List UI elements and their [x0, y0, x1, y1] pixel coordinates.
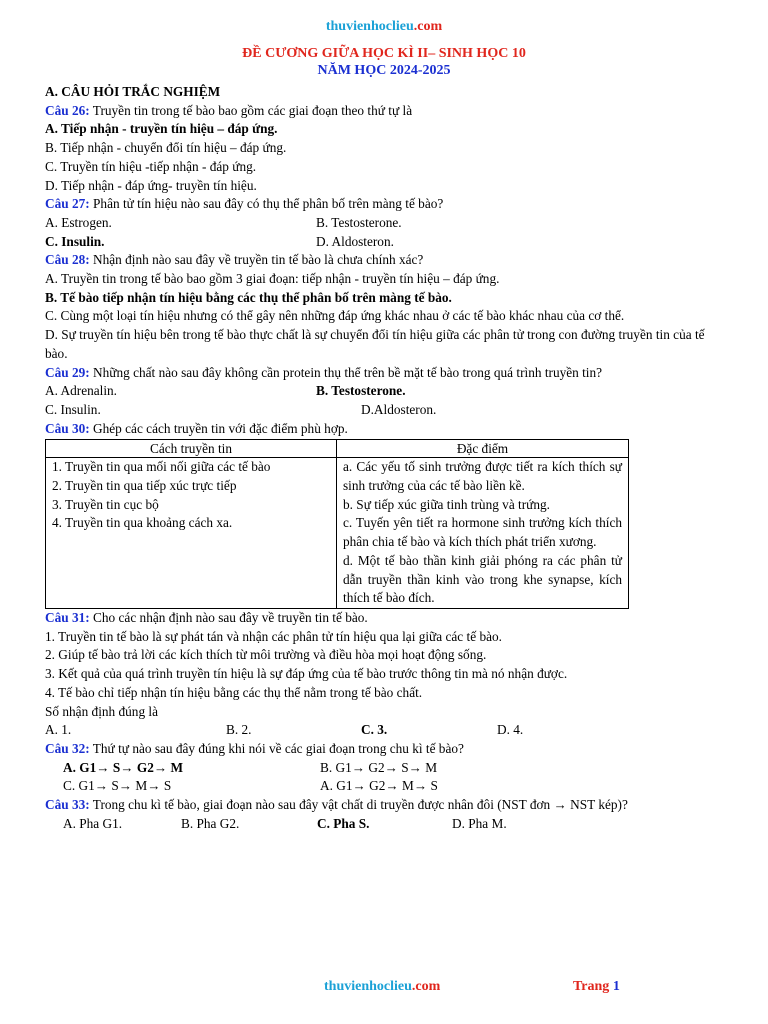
q31-statement-2: 2. Giúp tế bào trả lời các kích thích từ môi trường và điều hòa mọi hoạt động sống.: [45, 647, 487, 663]
q31-prompt: Số nhận định đúng là: [45, 703, 159, 719]
site-name[interactable]: [0, 18, 768, 35]
page-label: Trang: [573, 979, 610, 994]
q26-option-a: A. Tiếp nhận - truyền tín hiệu – đáp ứng.: [45, 121, 278, 137]
q31-statement-3: 3. Kết quả của quá trình truyền tín hiệu là sự đáp ứng của tế bào trước thông tin mà nó nhận được.: [45, 666, 568, 682]
q29-option-c: C. Insulin.: [45, 401, 101, 417]
q31-option-a: A. 1.: [45, 722, 72, 738]
question-text: Thứ tự nào sau đây đúng khi nói về các giai đoạn trong chu kì tế bào?: [89, 740, 464, 756]
list-item: d. Một tế bào thần kinh giải phóng ra các phân tử dẫn truyền thần kinh vào trong khe synapse, kích thích tế bào đích.: [343, 552, 622, 606]
q27-option-c: C. Insulin.: [45, 233, 105, 249]
q28-option-b: B. Tế bào tiếp nhận tín hiệu bằng các thụ thể phân bố trên màng tế bào.: [45, 289, 452, 305]
section-heading: A. CÂU HỎI TRẮC NGHIỆM: [45, 84, 221, 99]
document-body: [45, 83, 725, 833]
q33-option-c: C. Pha S.: [317, 815, 370, 831]
page-number: [573, 979, 620, 995]
q33-option-d: D. Pha M.: [452, 815, 507, 831]
question-text: Phân tử tín hiệu nào sau đây có thụ thể phân bố trên màng tế bào?: [89, 196, 444, 212]
q32-option-d: A. G1→ G2→ M→ S: [320, 778, 438, 794]
question-27: [45, 195, 725, 214]
list-item: 3. Truyền tin cục bộ: [52, 496, 159, 512]
page-num: 1: [612, 979, 620, 994]
q29-option-a: A. Adrenalin.: [45, 383, 118, 399]
question-31: [45, 609, 725, 628]
footer-site-name[interactable]: [324, 979, 440, 995]
list-item: 1. Truyền tin qua mối nối giữa các tế bào: [52, 459, 271, 475]
q32-option-b: B. G1→ G2→ S→ M: [320, 759, 438, 775]
q27-options-row1: [45, 214, 725, 233]
q27-options-row2: [45, 233, 725, 252]
footer: [0, 979, 768, 999]
q26-option-c: C. Truyền tín hiệu -tiếp nhận - đáp ứng.: [45, 158, 257, 174]
question-label: Câu 32:: [45, 740, 90, 756]
q28-option-a: A. Truyền tin trong tế bào bao gồm 3 giai đoạn: tiếp nhận - truyền tín hiệu – đáp ứng.: [45, 271, 500, 287]
question-26: [45, 102, 725, 121]
list-item: 2. Truyền tin qua tiếp xúc trực tiếp: [52, 478, 237, 494]
q28-option-d: D. Sự truyền tín hiệu bên trong tế bào thực chất là sự chuyển đổi tín hiệu giữa các phân tử trong con đường truyền tin của tế bào.: [45, 327, 705, 361]
site-name-part2: .com: [413, 19, 443, 34]
question-label: Câu 33:: [45, 797, 90, 813]
q32-options-row2: [45, 777, 725, 796]
feature-column: [337, 458, 629, 609]
q27-option-a: A. Estrogen.: [45, 214, 112, 230]
q31-statement-4: 4. Tế bào chỉ tiếp nhận tín hiệu bằng các thụ thể nằm trong tế bào chất.: [45, 684, 423, 700]
table-header: Cách truyền tin: [46, 440, 337, 458]
q32-option-a: A. G1→ S→ G2→ M: [63, 759, 184, 775]
q26-option-d: D. Tiếp nhận - đáp ứng- truyền tín hiệu.: [45, 177, 257, 193]
q31-statement-1: 1. Truyền tin tế bào là sự phát tán và nhận các phân tử tín hiệu qua lại giữa các tế bào.: [45, 628, 502, 644]
question-33: [45, 796, 725, 815]
question-label: Câu 29:: [45, 364, 90, 380]
list-item: c. Tuyến yên tiết ra hormone sinh trưởng kích thích phân chia tế bào và kích thích phát triển xương.: [343, 515, 622, 550]
site-name-part1: thuvienhoclieu: [325, 19, 414, 34]
list-item: b. Sự tiếp xúc giữa tinh trùng và trứng.: [343, 496, 551, 512]
q29-options-row1: [45, 382, 725, 401]
q31-options-row: [45, 721, 725, 740]
table-header: Đặc điểm: [337, 440, 629, 458]
q27-option-b: B. Testosterone.: [316, 214, 402, 230]
question-text: Ghép các cách truyền tin với đặc điểm phù hợp.: [89, 420, 348, 436]
q33-option-a: A. Pha G1.: [63, 815, 123, 831]
q29-option-b: B. Testosterone.: [316, 383, 406, 399]
question-30: [45, 420, 725, 439]
list-item: 4. Truyền tin qua khoảng cách xa.: [52, 515, 233, 531]
question-text: Cho các nhận định nào sau đây về truyền tin tế bào.: [89, 609, 368, 625]
q33-option-b: B. Pha G2.: [181, 815, 240, 831]
q29-option-d: D.Aldosteron.: [361, 401, 437, 417]
q33-options-row: [45, 815, 725, 834]
list-item: a. Các yếu tố sinh trưởng được tiết ra kích thích sự sinh trưởng của các tế bào liền kề.: [343, 459, 622, 494]
q29-options-row2: [45, 401, 725, 420]
table-row: [46, 458, 629, 609]
q31-option-c: C. 3.: [361, 722, 388, 738]
document-title: ĐỀ CƯƠNG GIỮA HỌC KÌ II– SINH HỌC 10: [242, 46, 526, 61]
question-label: Câu 30:: [45, 420, 90, 436]
question-32: [45, 740, 725, 759]
question-text: Truyền tin trong tế bào bao gồm các giai đoạn theo thứ tự là: [89, 102, 413, 118]
footer-site-part2: .com: [411, 979, 441, 994]
question-text: Những chất nào sau đây không cần protein thụ thể trên bề mặt tế bào trong quá trình truyền tin?: [89, 364, 603, 380]
q31-option-d: D. 4.: [497, 722, 524, 738]
question-label: Câu 31:: [45, 609, 90, 625]
question-label: Câu 27:: [45, 196, 90, 212]
q28-option-c: C. Cùng một loại tín hiệu nhưng có thể gây nên những đáp ứng khác nhau ở các tế bào khác nhau của cơ thể.: [45, 308, 625, 324]
question-28: [45, 251, 725, 270]
question-label: Câu 26:: [45, 102, 90, 118]
q32-option-c: C. G1→ S→ M→ S: [63, 778, 172, 794]
q27-option-d: D. Aldosteron.: [316, 233, 394, 249]
question-label: Câu 28:: [45, 252, 90, 268]
q31-option-b: B. 2.: [226, 722, 252, 738]
question-text: Trong chu kì tế bào, giai đoạn nào sau đây vật chất di truyền được nhân đôi (NST đơn → NST kép)?: [89, 797, 628, 813]
header: [0, 18, 768, 79]
question-text: Nhận định nào sau đây về truyền tin tế bào là chưa chính xác?: [89, 252, 424, 268]
method-column: [46, 458, 337, 609]
question-29: [45, 364, 725, 383]
q32-options-row1: [45, 759, 725, 778]
q26-option-b: B. Tiếp nhận - chuyển đổi tín hiệu – đáp ứng.: [45, 140, 287, 156]
footer-site-part1: thuvienhoclieu: [324, 979, 412, 994]
matching-table: [45, 439, 629, 609]
school-year: NĂM HỌC 2024-2025: [317, 63, 451, 78]
table-header-row: [46, 440, 629, 458]
